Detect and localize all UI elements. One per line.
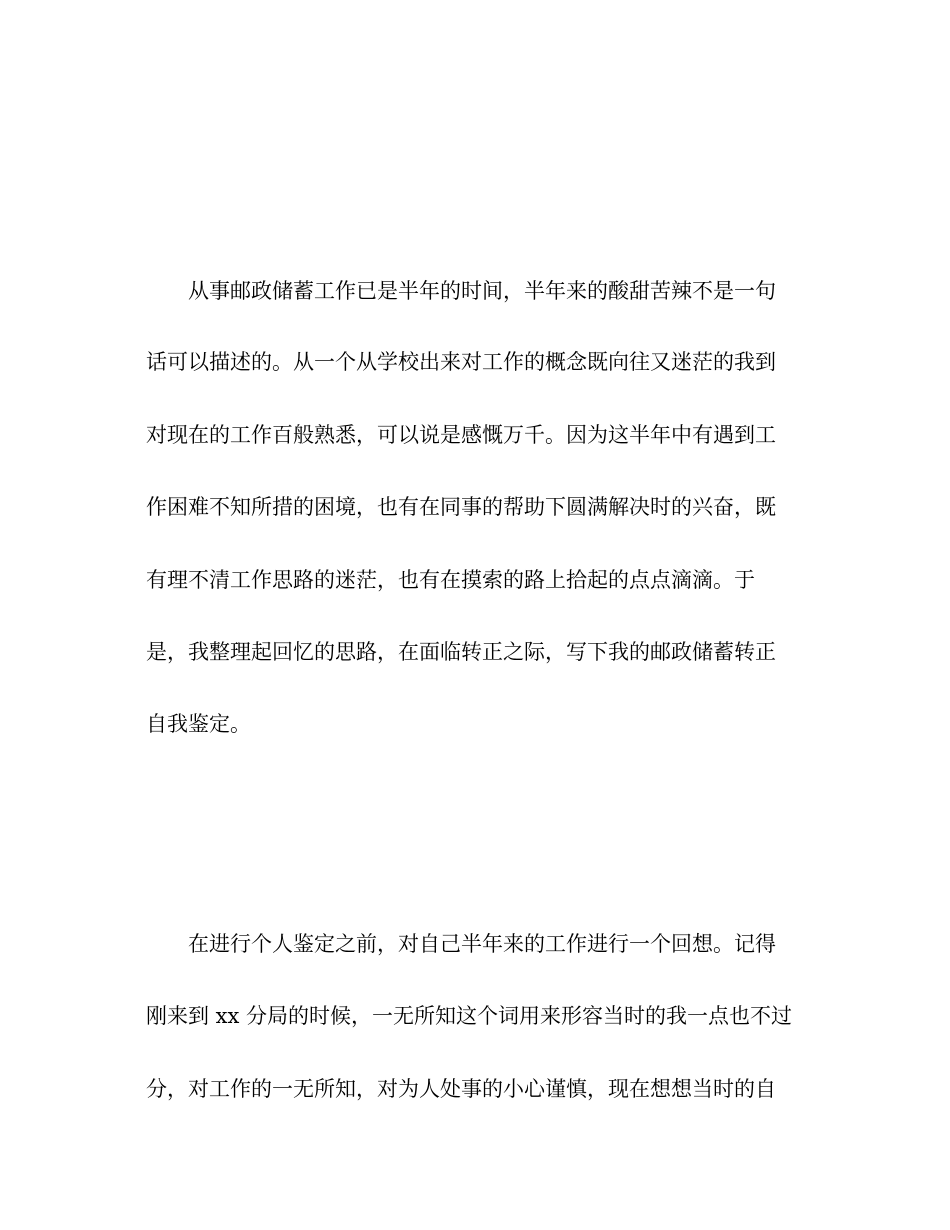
paragraph-1-line-2: 话可以描述的。从一个从学校出来对工作的概念既向往又迷茫的我到 bbox=[146, 350, 776, 374]
paragraph-2-line-1: 在进行个人鉴定之前，对自己半年来的工作进行一个回想。记得 bbox=[188, 932, 776, 956]
paragraph-1-line-1: 从事邮政储蓄工作已是半年的时间，半年来的酸甜苦辣不是一句 bbox=[188, 279, 776, 303]
paragraph-1-line-3: 对现在的工作百般熟悉，可以说是感慨万千。因为这半年中有遇到工 bbox=[146, 423, 776, 447]
paragraph-2-line-2: 刚来到 xx 分局的时候，一无所知这个词用来形容当时的我一点也不过 bbox=[146, 1004, 793, 1028]
paragraph-1-line-6: 是，我整理起回忆的思路，在面临转正之际，写下我的邮政储蓄转正 bbox=[146, 640, 776, 664]
paragraph-1-line-7: 自我鉴定。 bbox=[146, 712, 251, 736]
paragraph-2-line-3: 分，对工作的一无所知，对为人处事的小心谨慎，现在想想当时的自 bbox=[146, 1077, 776, 1101]
paragraph-1-line-5: 有理不清工作思路的迷茫，也有在摸索的路上拾起的点点滴滴。于 bbox=[146, 568, 755, 592]
paragraph-1-line-4: 作困难不知所措的困境，也有在同事的帮助下圆满解决时的兴奋，既 bbox=[146, 495, 776, 519]
